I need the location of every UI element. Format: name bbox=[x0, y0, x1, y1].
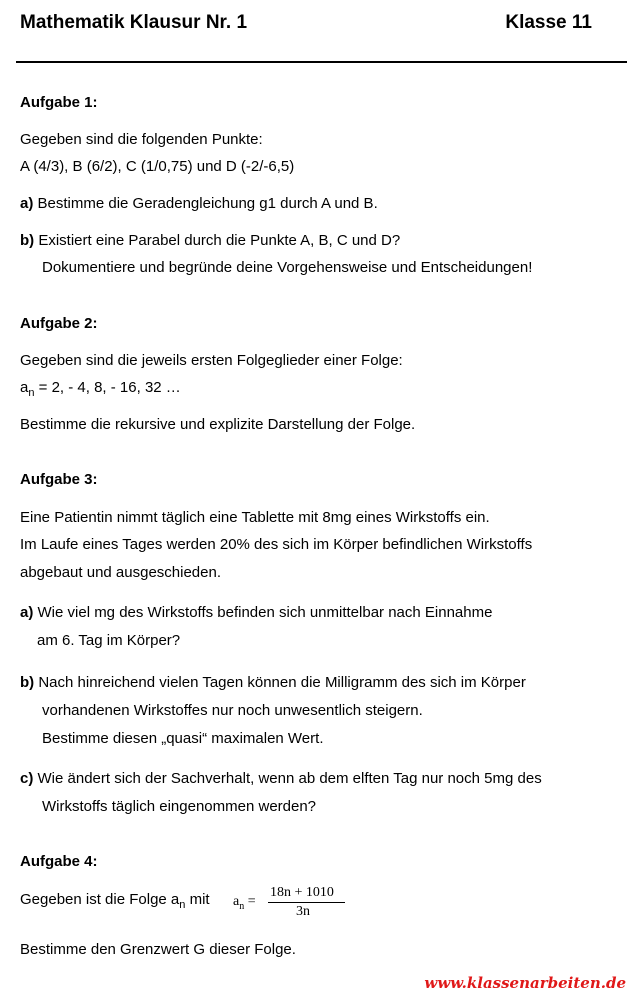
task3-part-c bbox=[20, 770, 542, 788]
task1-b-text: Existiert eine Parabel durch die Punkte A, B, C und D? bbox=[38, 232, 401, 249]
task2-intro: Gegeben sind die jeweils ersten Folgeglieder einer Folge: bbox=[20, 352, 403, 369]
task1-part-a bbox=[20, 195, 378, 213]
grade-label: Klasse 11 bbox=[505, 12, 592, 33]
task2-seq-values: = 2, - 4, 8, - 16, 32 … bbox=[34, 379, 181, 396]
task3-b-text-3: Bestimme diesen „quasi“ maximalen Wert. bbox=[42, 730, 324, 747]
task1-points: A (4/3), B (6/2), C (1/0,75) und D (-2/-6,5) bbox=[20, 158, 295, 175]
task3-c-text: Wie ändert sich der Sachverhalt, wenn ab dem elften Tag nur noch 5mg des bbox=[37, 770, 542, 787]
exam-title: Mathematik Klausur Nr. 1 bbox=[20, 12, 248, 33]
task4-intro bbox=[20, 891, 210, 914]
task1-b-label: b) bbox=[20, 232, 35, 249]
task1-b-text-2: Dokumentiere und begründe deine Vorgehensweise und Entscheidungen! bbox=[42, 259, 533, 276]
task3-b-text: Nach hinreichend vielen Tagen können die Milligramm des sich im Körper bbox=[38, 674, 526, 691]
task4-formula bbox=[233, 885, 347, 921]
task4-intro-prefix: Gegeben ist die Folge a bbox=[20, 891, 180, 908]
task3-a-text-2: am 6. Tag im Körper? bbox=[37, 632, 181, 649]
task2-sequence bbox=[20, 379, 181, 402]
task2-heading: Aufgabe 2: bbox=[20, 315, 98, 332]
task3-c-label: c) bbox=[20, 770, 34, 787]
task3-intro-1: Eine Patientin nimmt täglich eine Tablette mit 8mg eines Wirkstoffs ein. bbox=[20, 509, 490, 526]
task2-seq-symbol: a bbox=[20, 379, 29, 396]
formula-denominator: 3n bbox=[296, 904, 310, 919]
task2-seq-sub: n bbox=[28, 387, 35, 399]
task3-c-text-2: Wirkstoffs täglich eingenommen werden? bbox=[42, 798, 317, 815]
task3-b-text-2: vorhandenen Wirkstoffes nur noch unwesentlich steigern. bbox=[42, 702, 423, 719]
task4-task: Bestimme den Grenzwert G dieser Folge. bbox=[20, 941, 296, 958]
task3-part-a bbox=[20, 604, 492, 622]
task3-heading: Aufgabe 3: bbox=[20, 471, 98, 488]
task1-a-text: Bestimme die Geradengleichung g1 durch A und B. bbox=[37, 195, 378, 212]
task3-a-label: a) bbox=[20, 604, 34, 621]
task1-part-b bbox=[20, 232, 400, 250]
task1-a-label: a) bbox=[20, 195, 34, 212]
formula-lhs: $a_n$ = bbox=[233, 894, 256, 912]
document-header bbox=[20, 12, 592, 38]
task1-intro: Gegeben sind die folgenden Punkte: bbox=[20, 131, 263, 148]
task2-task: Bestimme die rekursive und explizite Darstellung der Folge. bbox=[20, 416, 416, 433]
task4-heading: Aufgabe 4: bbox=[20, 853, 98, 870]
task3-intro-2: Im Laufe eines Tages werden 20% des sich im Körper befindlichen Wirkstoffs bbox=[20, 536, 533, 553]
header-divider bbox=[16, 61, 627, 63]
task4-intro-suffix: mit bbox=[185, 891, 210, 908]
task4-intro-sub: n bbox=[179, 899, 186, 911]
fraction-bar bbox=[268, 902, 345, 903]
task3-a-text: Wie viel mg des Wirkstoffs befinden sich unmittelbar nach Einnahme bbox=[37, 604, 493, 621]
task3-b-label: b) bbox=[20, 674, 35, 691]
task3-intro-3: abgebaut und ausgeschieden. bbox=[20, 564, 222, 581]
formula-numerator: 18n + 1010 bbox=[270, 885, 334, 900]
task3-part-b bbox=[20, 674, 526, 692]
task1-heading: Aufgabe 1: bbox=[20, 94, 98, 111]
watermark-link[interactable]: www.klassenarbeiten.de bbox=[424, 974, 626, 992]
